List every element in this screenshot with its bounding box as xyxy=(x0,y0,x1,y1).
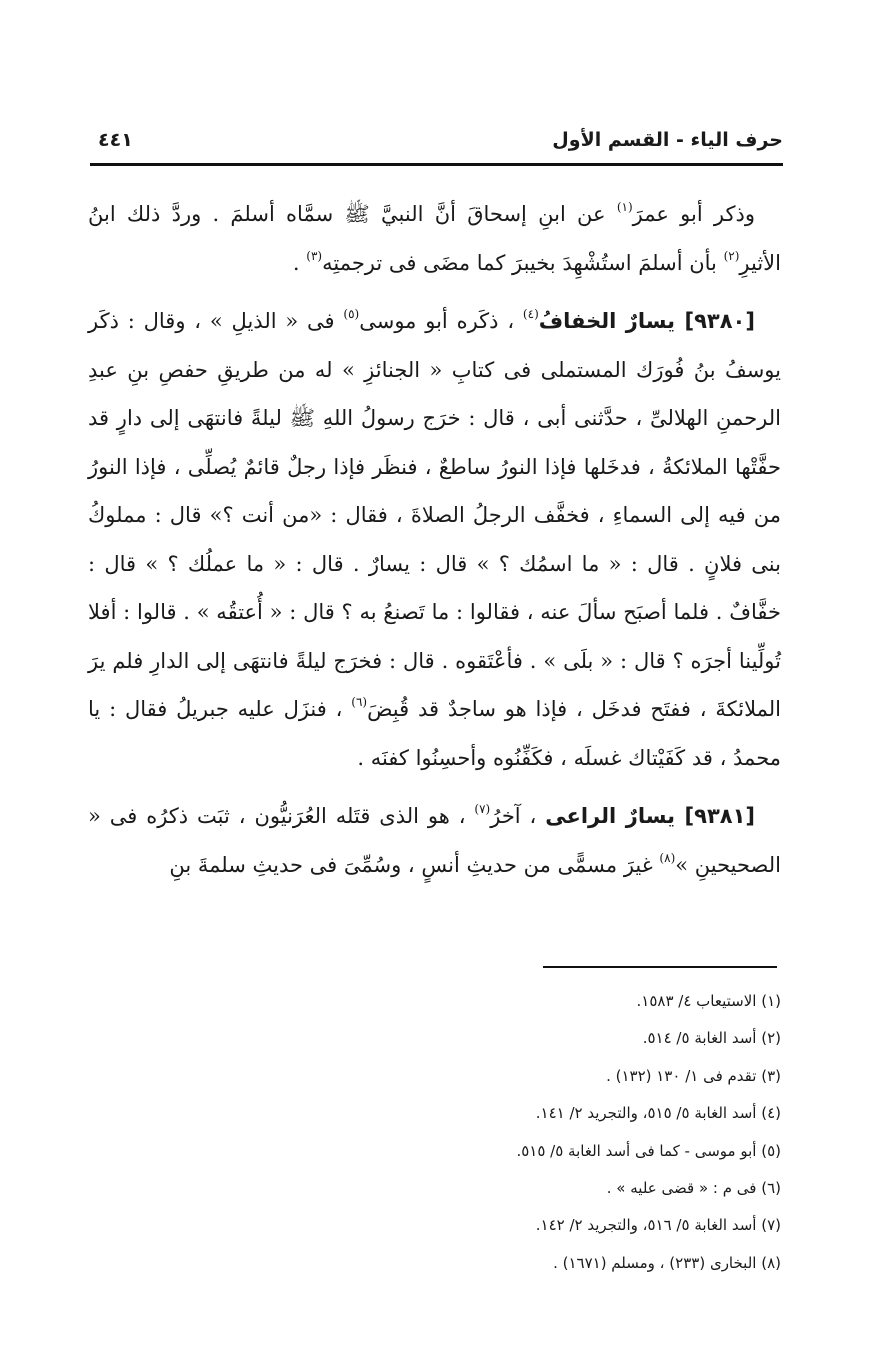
footnote-item: (٧) أسد الغابة ٥/ ٥١٦، والتجريد ٢/ ١٤٢. xyxy=(535,1216,781,1235)
footnote-marker: (٣) xyxy=(306,248,323,263)
footnote-marker: (٢) xyxy=(723,248,740,263)
entry-heading: [٩٣٨٠] xyxy=(675,309,755,333)
footnotes xyxy=(92,983,781,1282)
footnote-item: (٦) فى م : « قضى عليه » . xyxy=(606,1179,781,1198)
footnote-item: (٣) تقدم فى ١/ ١٣٠ (١٣٢) . xyxy=(606,1066,781,1085)
main-text xyxy=(88,190,781,899)
footnote-item: (٢) أسد الغابة ٥/ ٥١٤. xyxy=(642,1029,781,1048)
text-segment: ، هو الذى قتَله العُرَنيُّون ، ثبَت ذكرُه فى « الصحيحينِ » xyxy=(88,804,781,877)
footnote-marker: (١) xyxy=(616,200,633,214)
entry-heading: [٩٣٨١] xyxy=(674,804,756,828)
entry-heading: يسارٌ الخفافُ xyxy=(538,309,676,333)
footnote-marker: (٦) xyxy=(351,695,368,709)
page-header xyxy=(90,122,783,158)
footnote-item: (١) الاستيعاب ٤/ ١٥٨٣. xyxy=(636,992,781,1010)
text-segment: بأن أسلمَ استُشْهِدَ بخيبرَ كما مضَى فى ترجمتِه xyxy=(322,250,724,275)
header-rule xyxy=(90,163,783,166)
text-segment: ، ذكَره أبو موسى xyxy=(359,309,523,333)
text-segment: ، فنزَل عليه جبريلُ فقال : يا محمدُ ، قد كَفَيْتاك غسلَه ، فكَفِّنُوه وأحسِنُوا كفنَه . xyxy=(88,697,781,770)
text-segment: فى « الذيلِ » ، وقال : ذكَر يوسفُ بنُ فُورَك المستملى فى كتابِ « الجنائزِ » له من طريقِ حفصِ بنِ عبدِ الرحمنِ الهلالىِّ ، حدَّثنى أبى ، قال : خرَج رسولُ اللهِ ﷺ ليلةً فانتهَى إلى دارٍ قد حفَّتْها الملائكةُ ، فدخَلها فإذا النورُ ساطعٌ ، فنظَر فإذا رجلٌ قائمٌ يُصلِّى ، فإذا النورُ من فيه إلى السماءِ ، فخفَّف الرجلُ الصلاةَ ، فقال : «من أنت ؟» قال : مملوكُ بنى فلانٍ . قال : « ما اسمُك ؟ » قال : يسارٌ . قال : « ما عملُك ؟ » قال : خفَّافٌ . فلما أصبَح سألَ عنه ، فقالوا : ما تَصنعُ به ؟ قال : « أُعتقُه » . قالوا : أفلا تُولِّينا أجرَه ؟ قال : « بلَى » . فأعْتَقوه . قال : فخرَج ليلةً فانتهَى إلى الدارِ فلم يرَ الملائكةَ ، ففتَح فدخَل ، فإذا هو ساجدٌ قد قُبِضَ xyxy=(88,309,782,721)
text-segment: ، آخرُ xyxy=(490,804,546,828)
footnote-separator xyxy=(543,966,777,968)
text-segment: وذكر أبو عمرَ xyxy=(632,202,756,226)
footnote-marker: (٥) xyxy=(343,307,360,321)
footnote-item: (٨) البخارى (٢٣٣) ، ومسلم (١٦٧١) . xyxy=(553,1253,781,1272)
entry-heading: يسارٌ الراعى xyxy=(545,804,675,828)
footnote-item: (٥) أبو موسى - كما فى أسد الغابة ٥/ ٥١٥. xyxy=(516,1141,781,1160)
page-number: ٤٤١ xyxy=(98,129,133,151)
paragraph xyxy=(88,297,781,782)
footnote-item: (٤) أسد الغابة ٥/ ٥١٥، والتجريد ٢/ ١٤١. xyxy=(535,1104,781,1123)
text-segment: غيرَ مسمًّى من حديثِ أنسٍ ، وسُمِّىَ فى حديثِ سلمةَ بنِ xyxy=(169,852,660,877)
paragraph xyxy=(88,190,781,287)
text-segment: . xyxy=(292,250,307,275)
footnote-marker: (٤) xyxy=(522,307,539,321)
chapter-title: حرف الياء - القسم الأول xyxy=(552,129,783,151)
footnote-marker: (٨) xyxy=(659,850,676,865)
text-segment: عن ابنِ إسحاقَ أنَّ النبيَّ ﷺ سمَّاه أسلمَ . وردَّ ذلك ابنُ الأثيرِ xyxy=(88,202,781,275)
footnote-marker: (٧) xyxy=(474,802,491,816)
paragraph xyxy=(88,792,781,889)
